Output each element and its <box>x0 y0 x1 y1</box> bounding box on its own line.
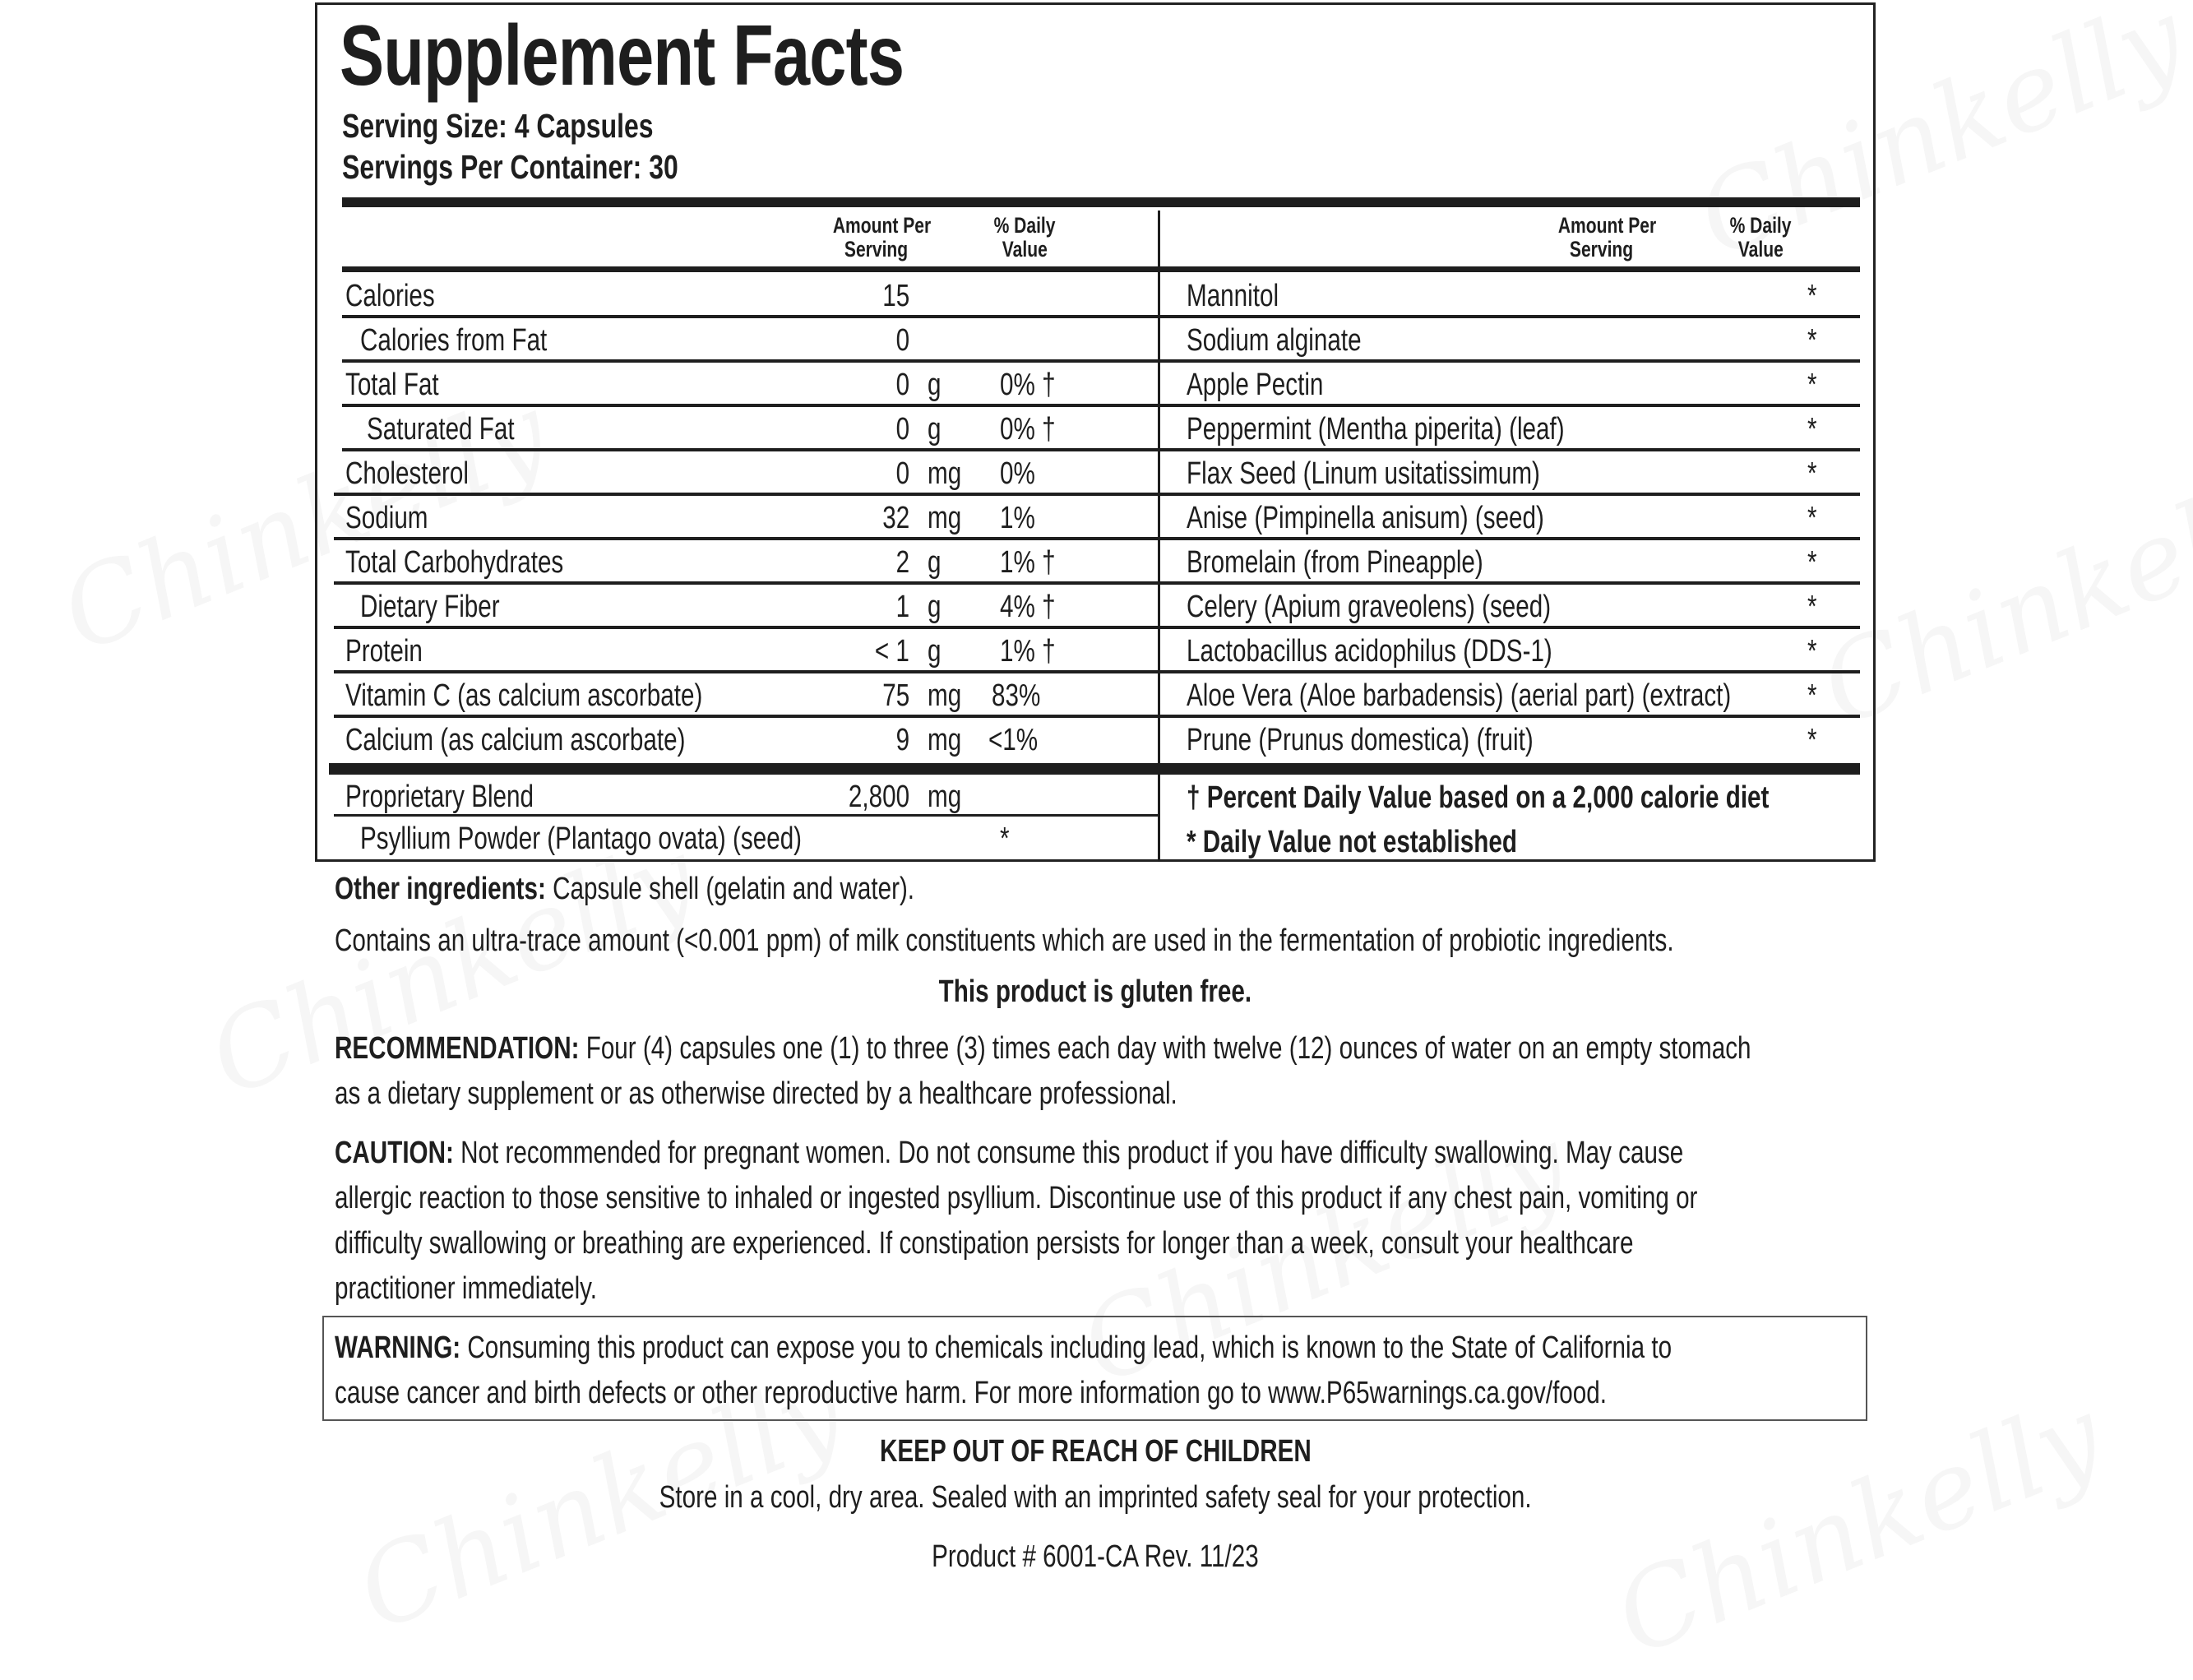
recommendation-line2: as a dietary supplement or as otherwise directed by a healthcare professional. <box>335 1076 1177 1111</box>
nutrient-amount: 2 <box>895 545 909 580</box>
nutrient-amount: 9 <box>895 723 909 757</box>
nutrient-unit: mg <box>928 456 962 491</box>
blend-unit: mg <box>928 780 962 814</box>
ingredient-name: Mannitol <box>1187 279 1279 313</box>
nutrient-name: Protein <box>345 634 423 669</box>
warning: WARNING: Consuming this product can expose you to chemicals including lead, which is known to the State of California to <box>335 1331 1673 1365</box>
ingredient-row <box>1160 629 1860 673</box>
right-header-amount: Amount Per Serving <box>1557 213 1657 261</box>
serving-size: Serving Size: 4 Capsules <box>342 107 654 145</box>
header-rule-left <box>342 266 1158 272</box>
ingredient-dv: * <box>1807 723 1817 757</box>
blend-thick-rule <box>329 763 1860 775</box>
ingredient-name: Lactobacillus acidophilus (DDS-1) <box>1187 634 1552 669</box>
nutrient-row <box>342 407 1156 451</box>
nutrient-row <box>342 585 1156 629</box>
product-code: Product # 6001-CA Rev. 11/23 <box>932 1539 1259 1574</box>
panel-title: Supplement Facts <box>340 8 904 104</box>
ingredient-name: Anise (Pimpinella anisum) (seed) <box>1187 501 1544 535</box>
ingredient-row <box>1160 718 1860 762</box>
ingredient-dv: * <box>1807 412 1817 447</box>
blend-item-name: Psyllium Powder (Plantago ovata) (seed) <box>360 821 803 856</box>
nutrient-row <box>342 718 1156 762</box>
ingredient-row <box>1160 363 1860 407</box>
nutrient-row <box>342 274 1156 318</box>
ingredient-row <box>1160 673 1860 718</box>
ingredient-row <box>1160 407 1860 451</box>
nutrient-row <box>342 363 1156 407</box>
supplement-facts-panel <box>315 2 1876 862</box>
ingredient-name: Sodium alginate <box>1187 323 1362 358</box>
caution-label: CAUTION: <box>335 1136 454 1170</box>
ingredient-name: Aloe Vera (Aloe barbadensis) (aerial part) (extract) <box>1187 678 1732 713</box>
nutrient-amount: 0 <box>895 368 909 402</box>
nutrient-unit: g <box>928 368 942 402</box>
ingredient-row <box>1160 585 1860 629</box>
ingredient-row <box>1160 496 1860 540</box>
nutrient-amount: 32 <box>882 501 909 535</box>
header-rule-right <box>1160 266 1860 272</box>
ingredient-dv: * <box>1807 634 1817 669</box>
ingredient-row <box>1160 540 1860 585</box>
caution-line3: difficulty swallowing or breathing are experienced. If constipation persists for longer than a week, consult your healthcare <box>335 1226 1634 1261</box>
caution: CAUTION: Not recommended for pregnant women. Do not consume this product if you have difficulty swallowing. May cause <box>335 1136 1684 1170</box>
left-header-amount: Amount Per Serving <box>832 213 932 261</box>
nutrient-dv: 83% <box>992 678 1041 713</box>
nutrient-unit: g <box>928 590 942 624</box>
nutrient-amount: 0 <box>895 456 909 491</box>
nutrient-row <box>342 673 1156 718</box>
top-thick-rule <box>342 197 1860 207</box>
nutrient-name: Sodium <box>345 501 428 535</box>
nutrient-name: Total Fat <box>345 368 439 402</box>
ingredient-name: Prune (Prunus domestica) (fruit) <box>1187 723 1534 757</box>
nutrient-dv: 1% † <box>1000 545 1056 580</box>
nutrient-dv: 1% <box>1000 501 1035 535</box>
right-header-dv: % Daily Value <box>1729 213 1792 261</box>
servings-per-container: Servings Per Container: 30 <box>342 148 678 186</box>
milk-note: Contains an ultra-trace amount (<0.001 ppm) of milk constituents which are used in the fermentation of probiotic ingredients. <box>335 923 1674 958</box>
nutrient-name: Calories <box>345 279 435 313</box>
nutrient-amount: 75 <box>882 678 909 713</box>
blend-item-row <box>342 817 1156 861</box>
ingredient-name: Flax Seed (Linum usitatissimum) <box>1187 456 1540 491</box>
nutrient-unit: mg <box>928 723 962 757</box>
ingredient-name: Celery (Apium graveolens) (seed) <box>1187 590 1552 624</box>
ingredient-dv: * <box>1807 323 1817 358</box>
warning-line2: cause cancer and birth defects or other reproductive harm. For more information go to www.P65warnings.ca.gov/food. <box>335 1376 1608 1410</box>
left-header-dv: % Daily Value <box>993 213 1056 261</box>
nutrient-dv: 1% † <box>1000 634 1056 669</box>
ingredient-dv: * <box>1807 545 1817 580</box>
nutrient-row <box>342 496 1156 540</box>
ingredient-name: Peppermint (Mentha piperita) (leaf) <box>1187 412 1565 447</box>
ingredient-name: Bromelain (from Pineapple) <box>1187 545 1483 580</box>
nutrient-name: Vitamin C (as calcium ascorbate) <box>345 678 703 713</box>
nutrient-dv: 0% † <box>1000 412 1056 447</box>
nutrient-amount: 0 <box>895 323 909 358</box>
storage-note: Store in a cool, dry area. Sealed with an imprinted safety seal for your protection. <box>659 1480 1532 1515</box>
recommendation: RECOMMENDATION: Four (4) capsules one (1) to three (3) times each day with twelve (12) ounces of water on an empty stomach <box>335 1031 1751 1066</box>
blend-item-dv: * <box>1000 821 1010 856</box>
footnote-asterisk: * Daily Value not established <box>1187 825 1517 859</box>
nutrient-dv: 4% † <box>1000 590 1056 624</box>
nutrient-dv: 0% <box>1000 456 1035 491</box>
nutrient-amount: 0 <box>895 412 909 447</box>
nutrient-row <box>342 629 1156 673</box>
proprietary-blend-row <box>342 775 1156 819</box>
other-ingredients-label: Other ingredients: <box>335 872 546 906</box>
ingredient-name: Apple Pectin <box>1187 368 1324 402</box>
ingredient-dv: * <box>1807 590 1817 624</box>
nutrient-unit: g <box>928 545 942 580</box>
blend-amount: 2,800 <box>848 780 909 814</box>
nutrient-row <box>342 540 1156 585</box>
gluten-free-note: This product is gluten free. <box>938 974 1252 1009</box>
nutrient-row <box>342 318 1156 363</box>
nutrient-name: Calories from Fat <box>360 323 548 358</box>
ingredient-dv: * <box>1807 456 1817 491</box>
caution-line4: practitioner immediately. <box>335 1271 598 1306</box>
nutrient-dv: <1% <box>988 723 1039 757</box>
nutrient-unit: mg <box>928 678 962 713</box>
blend-name: Proprietary Blend <box>345 780 534 814</box>
nutrient-unit: mg <box>928 501 962 535</box>
nutrient-amount: 15 <box>882 279 909 313</box>
nutrient-row <box>342 451 1156 496</box>
nutrient-amount: 1 <box>895 590 909 624</box>
warning-label: WARNING: <box>335 1331 461 1365</box>
nutrient-name: Total Carbohydrates <box>345 545 564 580</box>
caution-line2: allergic reaction to those sensitive to inhaled or ingested psyllium. Discontinue use of this product if any chest pain, vomiting or <box>335 1181 1698 1215</box>
keep-out-of-reach: KEEP OUT OF REACH OF CHILDREN <box>879 1434 1312 1469</box>
nutrient-dv: 0% † <box>1000 368 1056 402</box>
nutrient-amount: < 1 <box>874 634 909 669</box>
ingredient-dv: * <box>1807 279 1817 313</box>
recommendation-label: RECOMMENDATION: <box>335 1031 580 1066</box>
nutrient-name: Calcium (as calcium ascorbate) <box>345 723 686 757</box>
nutrient-name: Cholesterol <box>345 456 469 491</box>
nutrient-unit: g <box>928 634 942 669</box>
ingredient-dv: * <box>1807 678 1817 713</box>
nutrient-unit: g <box>928 412 942 447</box>
ingredient-row <box>1160 318 1860 363</box>
footnote-dagger: † Percent Daily Value based on a 2,000 calorie diet <box>1187 780 1770 815</box>
other-ingredients: Other ingredients: Capsule shell (gelatin and water). <box>335 872 915 906</box>
nutrient-name: Saturated Fat <box>367 412 515 447</box>
ingredient-row <box>1160 451 1860 496</box>
ingredient-dv: * <box>1807 368 1817 402</box>
ingredient-row <box>1160 274 1860 318</box>
nutrient-name: Dietary Fiber <box>360 590 500 624</box>
ingredient-dv: * <box>1807 501 1817 535</box>
